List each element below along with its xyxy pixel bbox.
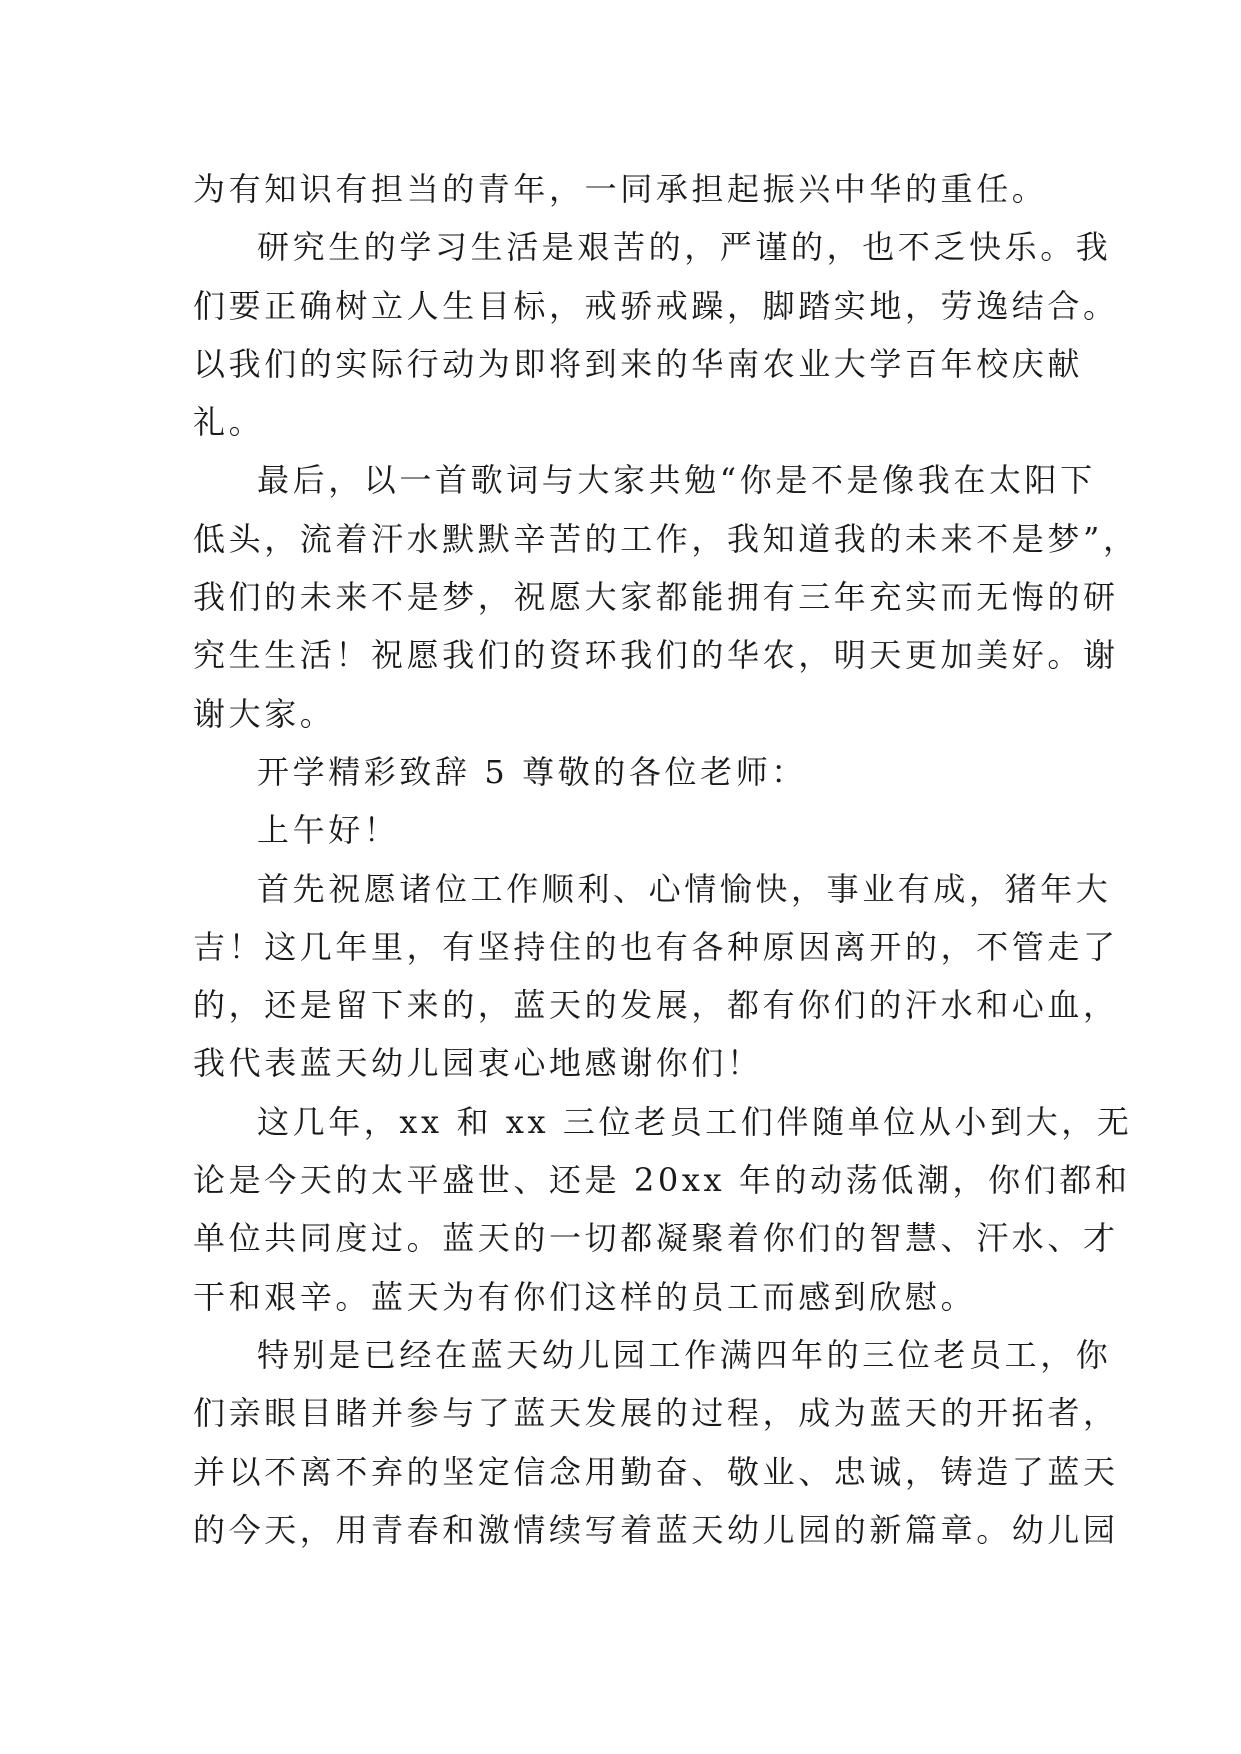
text-line: 的，还是留下来的，蓝天的发展，都有你们的汗水和心血， [193,986,1119,1025]
text-line: 我代表蓝天幼儿园衷心地感谢你们！ [193,1044,763,1083]
text-line: 的今天，用青春和激情续写着蓝天幼儿园的新篇章。幼儿园 [193,1510,1119,1549]
text-line: 首先祝愿诸位工作顺利、心情愉快，事业有成，猪年大 [257,869,1112,908]
text-line: 以我们的实际行动为即将到来的华南农业大学百年校庆献 [193,344,1084,383]
text-line: 论是今天的太平盛世、还是 20xx 年的动荡低潮，你们都和 [193,1161,1131,1200]
text-line: 特别是已经在蓝天幼儿园工作满四年的三位老员工，你 [257,1335,1112,1374]
text-line: 单位共同度过。蓝天的一切都凝聚着你们的智慧、汗水、才 [193,1219,1119,1258]
text-line: 谢大家。 [193,694,336,733]
text-line: 究生生活！祝愿我们的资环我们的华农，明天更加美好。谢 [193,636,1119,675]
text-line: 干和艰辛。蓝天为有你们这样的员工而感到欣慰。 [193,1277,977,1316]
text-line: 研究生的学习生活是艰苦的，严谨的，也不乏快乐。我 [257,228,1112,267]
text-line: 我们的未来不是梦，祝愿大家都能拥有三年充实而无悔的研 [193,578,1119,617]
text-line: 低头，流着汗水默默辛苦的工作，我知道我的未来不是梦”， [193,519,1139,558]
text-line: 这几年，xx 和 xx 三位老员工们伴随单位从小到大，无 [257,1102,1133,1141]
text-line: 礼。 [193,403,265,442]
text-line: 吉！这几年里，有坚持住的也有各种原因离开的，不管走了 [193,927,1119,966]
section-heading: 开学精彩致辞 5 尊敬的各位老师： [257,752,807,791]
text-line: 最后，以一首歌词与大家共勉“你是不是像我在太阳下 [257,461,1096,500]
text-line: 为有知识有担当的青年，一同承担起振兴中华的重任。 [193,170,1048,208]
greeting-line: 上午好！ [257,811,400,850]
text-line: 们亲眼目睹并参与了蓝天发展的过程，成为蓝天的开拓者， [193,1394,1119,1433]
text-line: 们要正确树立人生目标，戒骄戒躁，脚踏实地，劳逸结合。 [193,286,1119,325]
text-line: 并以不离不弃的坚定信念用勤奋、敬业、忠诚，铸造了蓝天 [193,1452,1119,1491]
document-body [193,160,1139,1559]
